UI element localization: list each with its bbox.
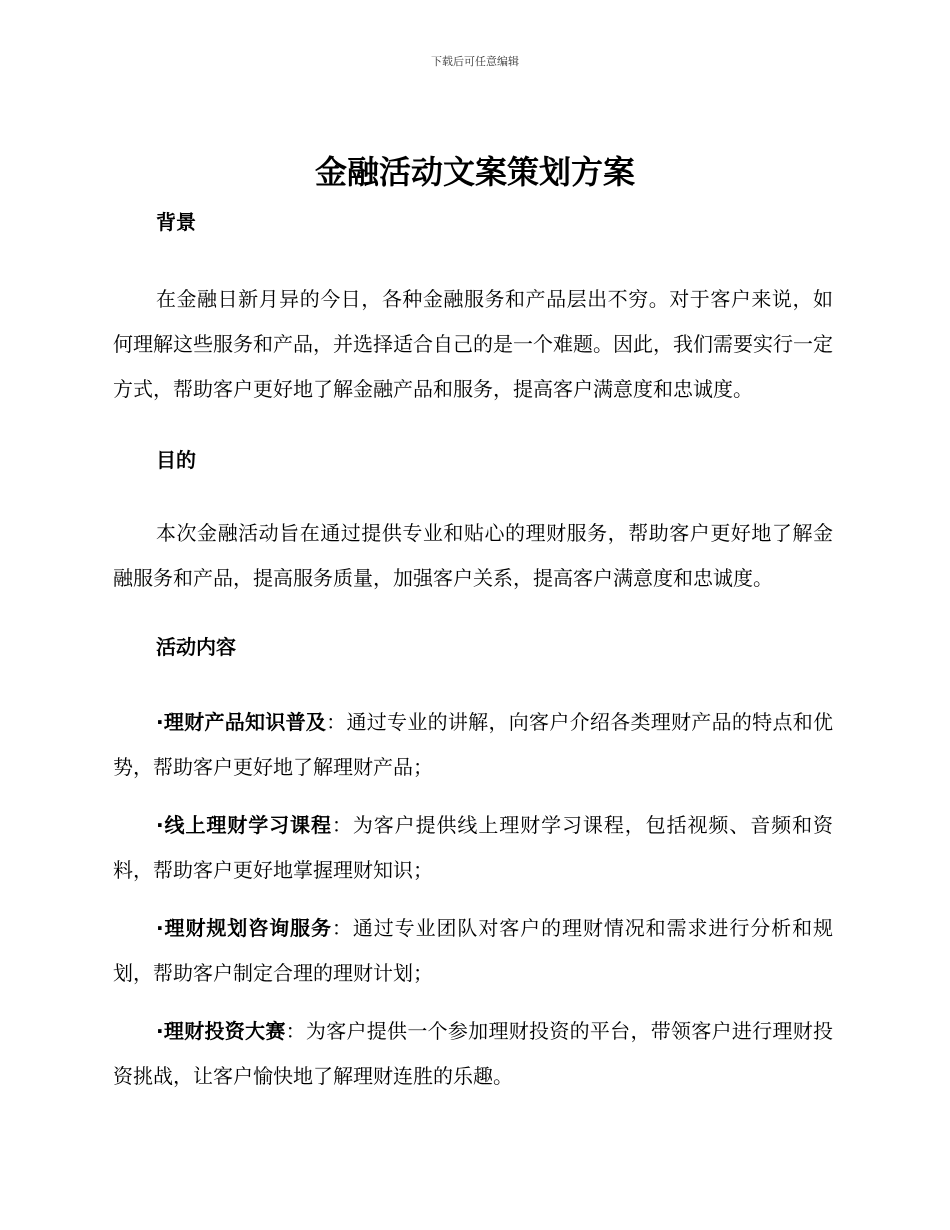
document-title: 金融活动文案策划方案 [314, 153, 635, 191]
activity-term: 理财投资大赛 [163, 1019, 286, 1043]
activity-description: 为客户提供一个参加理财投资的平台，带领客户进行理财投资挑战，让客户愉快地了解理财连胜的乐趣。 [113, 1019, 834, 1088]
document-body [113, 205, 833, 1099]
activity-separator: ： [326, 710, 347, 734]
section-heading-purpose: 目的 [156, 448, 196, 472]
activity-separator: ： [331, 916, 353, 940]
page-header-note: 下载后可任意编辑 [431, 55, 519, 68]
activity-list [113, 700, 833, 1099]
section-text-background: 在金融日新月异的今日，各种金融服务和产品层出不穷。对于客户来说，如何理解这些服务和产品，并选择适合自己的是一个难题。因此，我们需要实行一定方式，帮助客户更好地了解金融产品和服务，提高客户满意度和忠诚度。 [113, 287, 833, 401]
activity-term: 线上理财学习课程 [163, 813, 332, 837]
activity-item [113, 1009, 833, 1099]
bullet-marker: · [156, 916, 164, 940]
activity-term: 理财规划咨询服务 [163, 916, 332, 940]
bullet-marker: · [156, 813, 164, 837]
section-heading-background: 背景 [156, 210, 196, 234]
section-text-purpose: 本次金融活动旨在通过提供专业和贴心的理财服务，帮助客户更好地了解金融服务和产品，提高服务质量，加强客户关系，提高客户满意度和忠诚度。 [113, 521, 833, 590]
activity-description: 为客户提供线上理财学习课程，包括视频、音频和资料，帮助客户更好地掌握理财知识； [113, 813, 834, 882]
activity-separator: ： [285, 1019, 306, 1043]
activity-term: 理财产品知识普及 [163, 710, 327, 734]
activity-item [113, 803, 833, 893]
activity-item [113, 700, 833, 790]
bullet-marker: · [156, 1019, 164, 1043]
activity-description: 通过专业团队对客户的理财情况和需求进行分析和规划，帮助客户制定合理的理财计划； [113, 916, 834, 985]
bullet-marker: · [156, 710, 164, 734]
activity-item [113, 906, 833, 996]
activity-description: 通过专业的讲解，向客户介绍各类理财产品的特点和优势，帮助客户更好地了解理财产品； [113, 710, 834, 779]
activity-separator: ： [331, 813, 353, 837]
section-heading-activities: 活动内容 [156, 635, 236, 659]
